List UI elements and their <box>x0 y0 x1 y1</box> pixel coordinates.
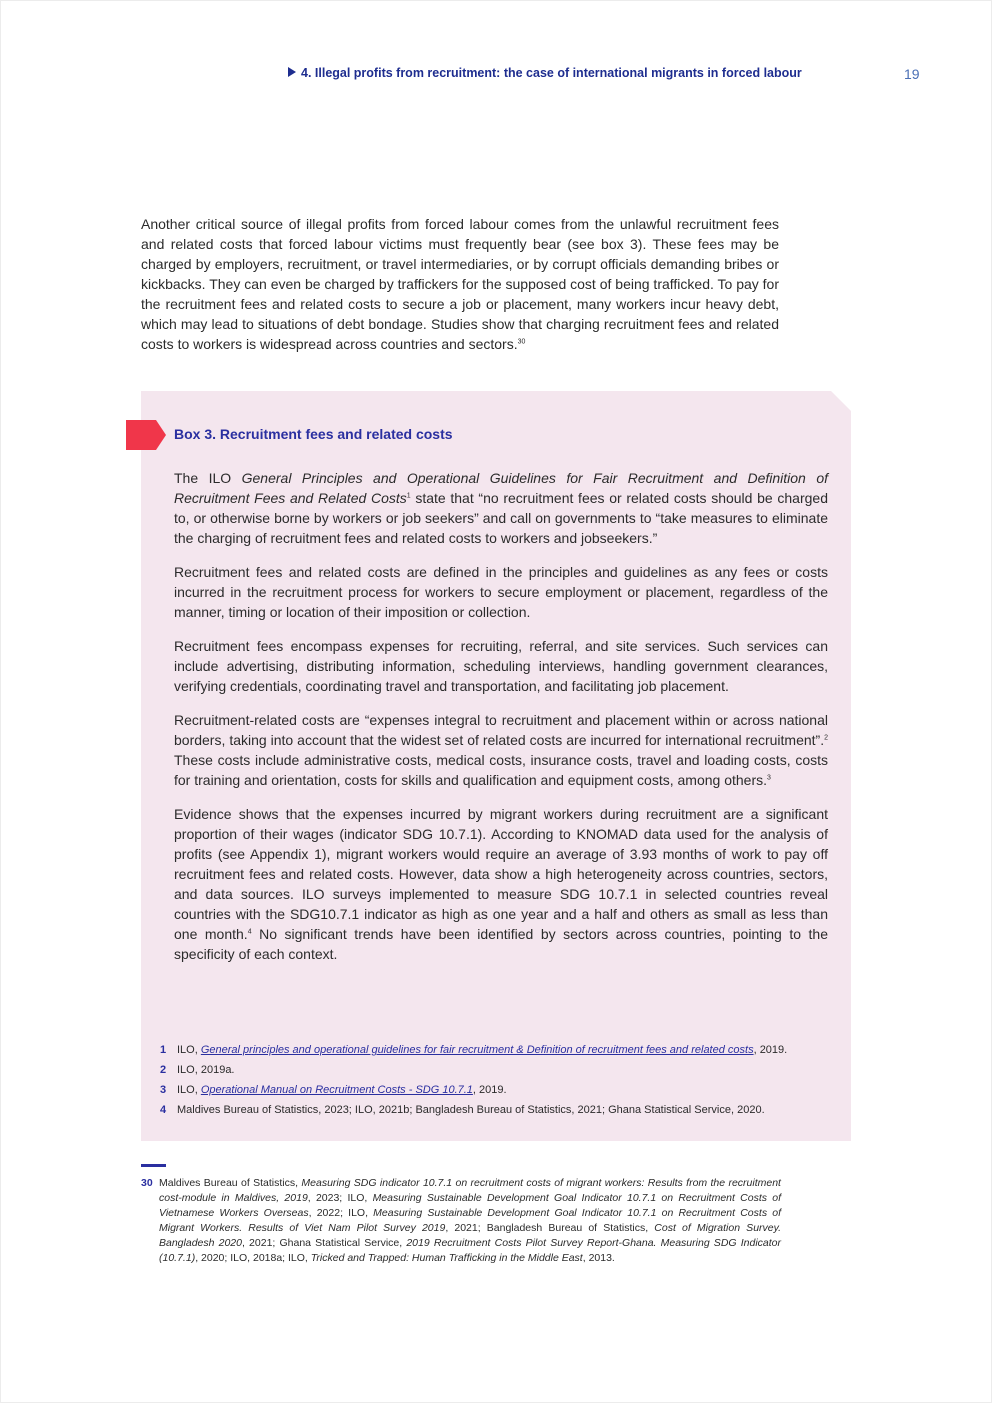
box-note-ref-4[interactable]: 4 <box>247 928 252 936</box>
fair-recruitment-guidelines-link[interactable]: General principles and operational guidelines for fair recruitment & Definition of recruitment fees and related costs <box>200 1044 754 1056</box>
box-note-number: 1 <box>160 1044 167 1056</box>
running-header <box>288 66 850 80</box>
box-paragraph-1: The ILO General Principles and Operational Guidelines for Fair Recruitment and Definition of Recruitment Fees and Related Costs$^1$ state that “no recruitment fees or related costs should be charged to, or otherwise borne by workers or job seekers” and call on governments to “take measures to eliminate the charging of recruitment fees and related costs to workers and jobseekers.” <box>174 470 828 546</box>
box-note-number: 4 <box>160 1104 167 1116</box>
box-note: 1 ILO, General principles and operational guidelines for fair recruitment & Definition of recruitment fees and related costs, 2019. <box>160 1044 788 1056</box>
running-title: 4. Illegal profits from recruitment: the case of international migrants in forced labour <box>301 66 802 80</box>
page-number: 19 <box>904 66 920 82</box>
box-note: 4 Maldives Bureau of Statistics, 2023; ILO, 2021b; Bangladesh Bureau of Statistics, 2021; Ghana Statistical Service, 2020. <box>160 1104 765 1116</box>
recruitment-costs-manual-link[interactable]: Operational Manual on Recruitment Costs - SDG 10.7.1 <box>200 1084 473 1096</box>
box-notes <box>160 1043 840 1123</box>
triangle-bullet-icon <box>288 67 296 77</box>
box-paragraph-5: Evidence shows that the expenses incurred by migrant workers during recruitment are a significant proportion of their wages (indicator SDG 10.7.1). According to KNOMAD data used for the analysis of profits (see Appendix 1), migrant workers would require an average of 3.93 months of work to pay off recruitment fees and related costs. However, data show a high heterogeneity across countries, sectors, and data sources. ILO surveys implemented to measure SDG 10.7.1 in selected countries reveal countries with the SDG10.7.1 indicator as high as one year and a half and others as small as less than one month.$^4$ No significant trends have been identified by sectors across countries, pointing to the specificity of each context. <box>174 806 828 962</box>
box-note-number: 3 <box>160 1084 167 1096</box>
box-note-ref-2[interactable]: 2 <box>824 734 828 742</box>
footnote-number: 30 <box>141 1177 153 1189</box>
box-note-ref-3[interactable]: 3 <box>767 774 771 782</box>
box-paragraph-4: Recruitment-related costs are “expenses integral to recruitment and placement within or across national borders, taking into account that the widest set of related costs are incurred for international recruitment”.$^2$ These costs include administrative costs, medical costs, insurance costs, travel and loading costs, costs for training and orientation, costs for skills and qualification and equipment costs, among others.$^3$ <box>174 712 828 788</box>
box-note-number: 2 <box>160 1064 167 1076</box>
box-body <box>174 468 828 978</box>
footnote-ref-30[interactable]: 30 <box>517 338 526 346</box>
box-note: 2 ILO, 2019a. <box>160 1064 235 1076</box>
box-title: Box 3. Recruitment fees and related costs <box>174 426 453 442</box>
footnote-30 <box>141 1176 781 1266</box>
box-paragraph-2: Recruitment fees and related costs are defined in the principles and guidelines as any fees or costs incurred in the recruitment process for workers to secure employment or placement, regardless of the manner, timing or location of their imposition or collection. <box>174 564 828 620</box>
box-note: 3 ILO, Operational Manual on Recruitment Costs - SDG 10.7.1, 2019. <box>160 1084 507 1096</box>
intro-paragraph: Another critical source of illegal profits from forced labour comes from the unlawful recruitment fees and related costs that forced labour victims must frequently bear (see box 3). These fees may be charged by employers, recruitment, or travel intermediaries, or by corrupt officials demanding bribes or kickbacks. They can even be charged by traffickers for the supposed cost of being trafficked. To pay for the recruitment fees and related costs to secure a job or placement, many workers incur heavy debt, which may lead to situations of debt bondage. Studies show that charging recruitment fees and related costs to workers is widespread across countries and sectors.$^{30}$ <box>141 216 779 352</box>
box-note-ref-1[interactable]: 1 <box>406 492 411 500</box>
footnote-divider <box>141 1164 166 1167</box>
box-paragraph-3: Recruitment fees encompass expenses for recruiting, referral, and site services. Such services can include advertising, distributing information, scheduling interviews, handling government clearances, verifying credentials, coordinating travel and transportation, and facilitating job placement. <box>174 638 828 694</box>
guidelines-title: General Principles and Operational Guidelines for Fair Recruitment and Definition of Recruitment Fees and Related Costs <box>174 470 828 506</box>
footnote-text: Maldives Bureau of Statistics, Measuring SDG indicator 10.7.1 on recruitment costs of migrant workers: Results from the recruitment cost-module in Maldives, 2019, 2023; ILO, Measuring Sustainable Development Goal Indicator 10.7.1 on Recruitment Costs of Vietnamese Workers Overseas, 2022; ILO, Measuring Sustainable Development Goal Indicator 10.7.1 on Recruitment Costs of Migrant Workers. Results of Viet Nam Pilot Survey 2019, 2021; Bangladesh Bureau of Statistics, Cost of Migration Survey. Bangladesh 2020, 2021; Ghana Statistical Service, 2019 Recruitment Costs Pilot Survey Report-Ghana. Measuring SDG Indicator (10.7.1), 2020; ILO, 2018a; ILO, Tricked and Trapped: Human Trafficking in the Middle East, 2013. <box>159 1177 782 1264</box>
